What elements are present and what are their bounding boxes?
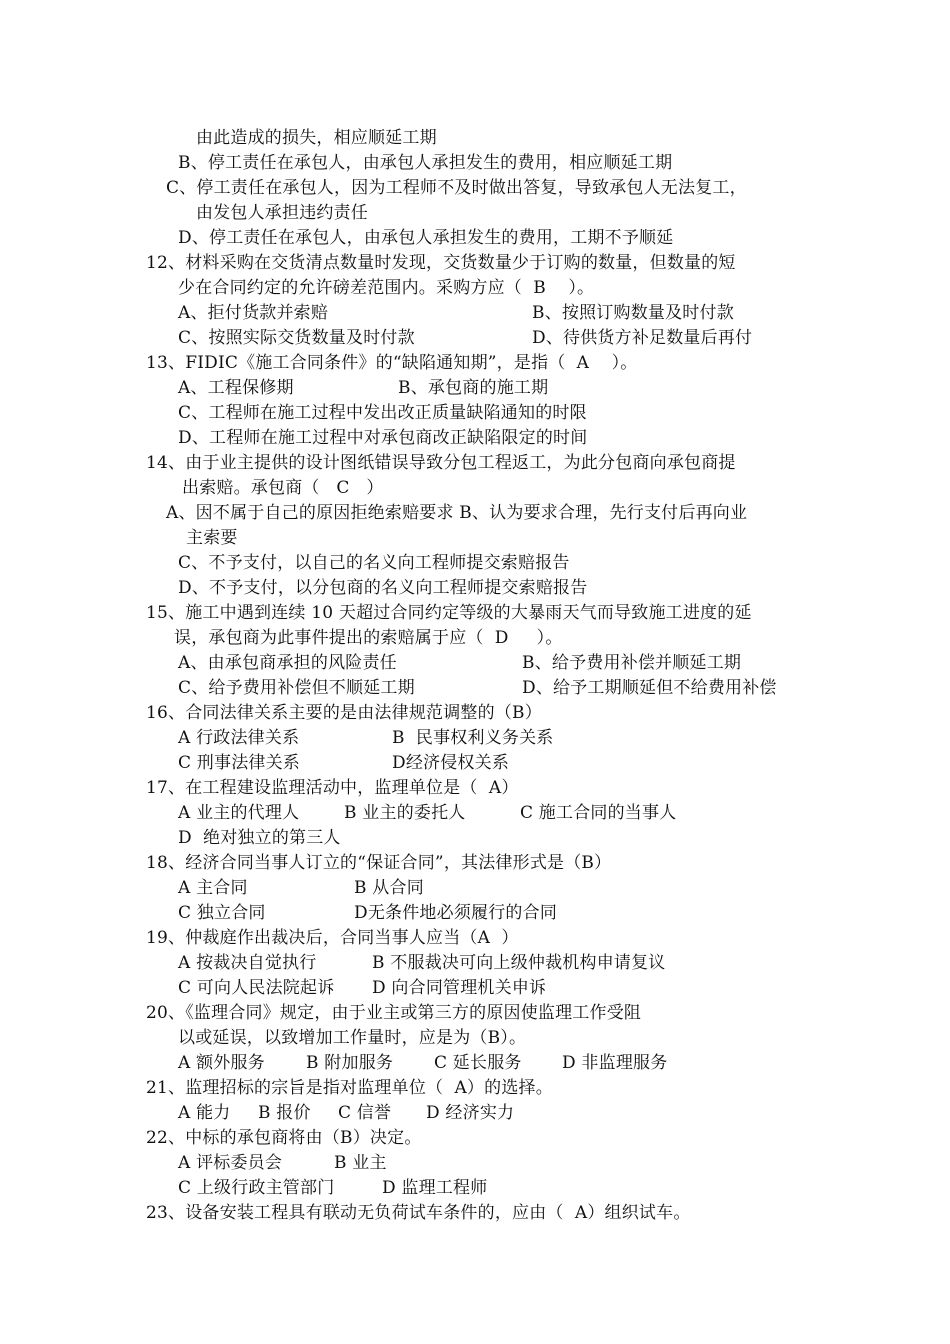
option-d: D 绝对独立的第三人 [178,828,341,848]
option-d: D 非监理服务 [562,1053,668,1073]
option-text: 主索要 [186,528,238,548]
option-b: B 不服裁决可向上级仲裁机构申请复议 [372,953,666,973]
option-b: B、按照订购数量及时付款 [532,303,734,323]
option-a: A、由承包商承担的风险责任 [178,653,397,673]
option-b: B 业主的委托人 [344,803,466,823]
option-d: D经济侵权关系 [392,753,510,773]
option-b: B、给予费用补偿并顺延工期 [522,653,742,673]
option-c: C、不予支付，以自己的名义向工程师提交索赔报告 [178,553,570,573]
option-b: B 报价 [258,1103,311,1123]
option-a: A 能力 [178,1103,231,1123]
question-14: 14、由于业主提供的设计图纸错误导致分包工程返工，为此分包商向承包商提 [146,453,736,473]
question-21: 21、监理招标的宗旨是指对监理单位（ A）的选择。 [146,1078,553,1098]
question-20: 20、《监理合同》规定，由于业主或第三方的原因使监理工作受阻 [146,1003,642,1023]
question-text: 少在合同约定的允许磅差范围内。采购方应（ B ）。 [178,278,595,298]
question-text: 误，承包商为此事件提出的索赔属于应（ D ）。 [174,628,563,648]
option-d: D、给予工期顺延但不给费用补偿 [522,678,777,698]
option-a: A、拒付货款并索赔 [178,303,329,323]
option-c: C 可向人民法院起诉 [178,978,335,998]
option-c: C、给予费用补偿但不顺延工期 [178,678,415,698]
option-b: B 民事权利义务关系 [392,728,554,748]
option-a: A 业主的代理人 [178,803,300,823]
question-text: 出索赔。承包商（ C ） [182,478,384,498]
option-b: B 业主 [334,1153,387,1173]
option-d: D 向合同管理机关申诉 [372,978,547,998]
option-c: C 延长服务 [434,1053,522,1073]
option-d: D、工程师在施工过程中对承包商改正缺陷限定的时间 [178,428,588,448]
option-a: A、工程保修期 [178,378,294,398]
option-d: D 经济实力 [426,1103,515,1123]
option-a-b: A、因不属于自己的原因拒绝索赔要求 B、认为要求合理，先行支付后再向业 [166,503,748,523]
option-c: C 信誉 [338,1103,392,1123]
option-b: B、承包商的施工期 [398,378,549,398]
option-b: B 附加服务 [306,1053,394,1073]
question-15: 15、施工中遇到连续 10 天超过合同约定等级的大暴雨天气而导致施工进度的延 [146,603,752,623]
option-c: C 上级行政主管部门 [178,1178,335,1198]
option-a: A 按裁决自觉执行 [178,953,317,973]
option-text: D、停工责任在承包人，由承包人承担发生的费用，工期不予顺延 [178,228,674,248]
question-23: 23、设备安装工程具有联动无负荷试车条件的，应由（ A）组织试车。 [146,1203,691,1223]
option-c: C 施工合同的当事人 [520,803,677,823]
question-22: 22、中标的承包商将由（B）决定。 [146,1128,422,1148]
option-d: D、待供货方补足数量后再付 [532,328,753,348]
option-text: 由此造成的损失，相应顺延工期 [196,128,437,148]
option-a: A 主合同 [178,878,248,898]
question-16: 16、合同法律关系主要的是由法律规范调整的（B） [146,703,542,723]
question-13: 13、FIDIC《施工合同条件》的“缺陷通知期”，是指（ A ）。 [146,353,638,373]
option-text: 由发包人承担违约责任 [196,203,368,223]
question-17: 17、在工程建设监理活动中，监理单位是（ A） [146,778,519,798]
option-a: A 评标委员会 [178,1153,283,1173]
option-a: A 行政法律关系 [178,728,300,748]
question-18: 18、经济合同当事人订立的“保证合同”，其法律形式是（B） [146,853,612,873]
question-text: 以或延误，以致增加工作量时，应是为（B）。 [178,1028,527,1048]
option-c: C 独立合同 [178,903,266,923]
option-c: C、工程师在施工过程中发出改正质量缺陷通知的时限 [178,403,587,423]
question-12: 12、材料采购在交货清点数量时发现，交货数量少于订购的数量，但数量的短 [146,253,736,273]
option-b: B 从合同 [354,878,424,898]
option-a: A 额外服务 [178,1053,265,1073]
option-d: D、不予支付，以分包商的名义向工程师提交索赔报告 [178,578,588,598]
option-c: C 刑事法律关系 [178,753,301,773]
option-d: D无条件地必须履行的合同 [354,903,558,923]
option-text: B、停工责任在承包人，由承包人承担发生的费用，相应顺延工期 [178,153,673,173]
option-text: C、停工责任在承包人，因为工程师不及时做出答复，导致承包人无法复工， [166,178,747,198]
question-19: 19、仲裁庭作出裁决后，合同当事人应当（A ） [146,928,519,948]
option-c: C、按照实际交货数量及时付款 [178,328,415,348]
option-d: D 监理工程师 [382,1178,488,1198]
